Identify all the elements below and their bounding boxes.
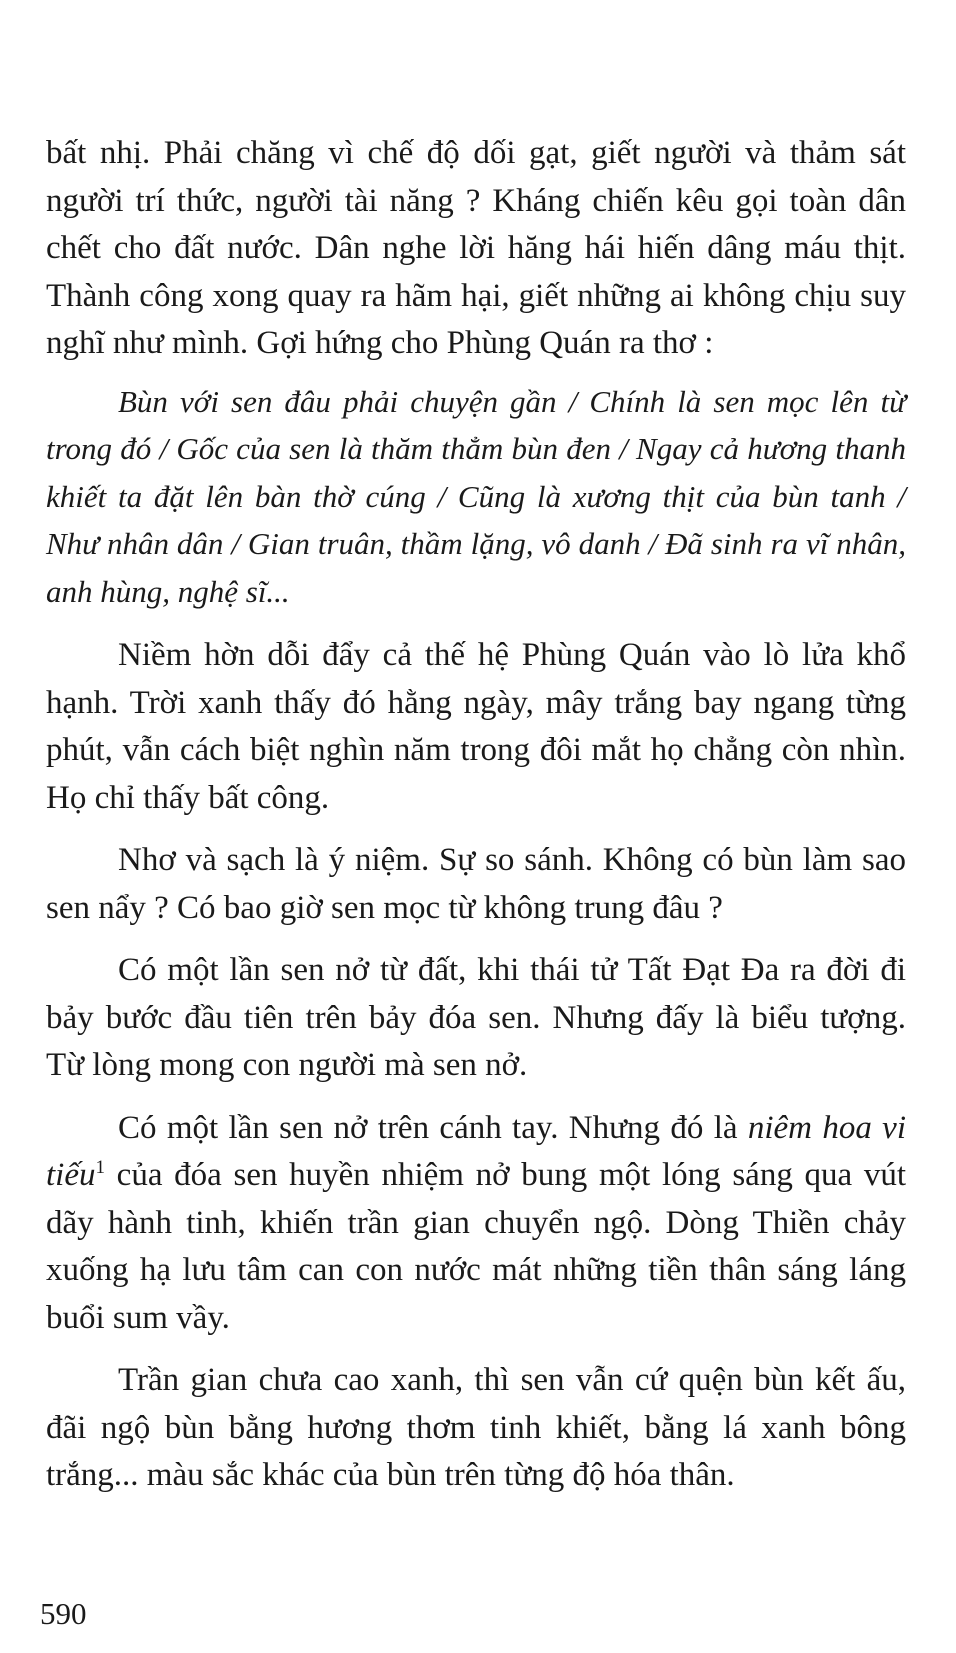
paragraph-5 xyxy=(46,1105,906,1343)
page-body xyxy=(46,130,906,1500)
paragraph-1: bất nhị. Phải chăng vì chế độ dối gạt, giết người và thảm sát người trí thức, người tài năng ? Kháng chiến kêu gọi toàn dân chết cho đất nước. Dân nghe lời hăng hái hiến dâng máu thịt. Thành công xong quay ra hãm hại, giết những ai không chịu suy nghĩ như mình. Gợi hứng cho Phùng Quán ra thơ : xyxy=(46,135,906,361)
paragraph-6: Trần gian chưa cao xanh, thì sen vẫn cứ quện bùn kết ấu, đãi ngộ bùn bằng hương thơm tinh khiết, bằng lá xanh bông trắng... màu sắc khác của bùn trên từng độ hóa thân. xyxy=(46,1362,906,1493)
poem-quote: Bùn với sen đâu phải chuyện gần / Chính là sen mọc lên từ trong đó / Gốc của sen là thăm thẳm bùn đen / Ngay cả hương thanh khiết ta đặt lên bàn thờ cúng / Cũng là xương thịt của bùn tanh / Như nhân dân / Gian truân, thầm lặng, vô danh / Đã sinh ra vĩ nhân, anh hùng, nghệ sĩ... xyxy=(46,383,906,609)
paragraph-5-before: Có một lần sen nở trên cánh tay. Nhưng đó là xyxy=(118,1109,748,1146)
paragraph-3: Nhơ và sạch là ý niệm. Sự so sánh. Không có bùn làm sao sen nẩy ? Có bao giờ sen mọc từ không trung đâu ? xyxy=(46,842,906,926)
paragraph-4: Có một lần sen nở từ đất, khi thái tử Tất Đạt Đa ra đời đi bảy bước đầu tiên trên bảy đóa sen. Nhưng đấy là biểu tượng. Từ lòng mong con người mà sen nở. xyxy=(46,952,906,1083)
paragraph-5-italic-term: niêm hoa vi tiếu xyxy=(46,1109,906,1193)
paragraph-5-after: của đóa sen huyền nhiệm nở bung một lóng sáng qua vút dãy hành tinh, khiến trần gian chuyển ngộ. Dòng Thiền chảy xuống hạ lưu tâm can con nước mát những tiền thân sáng láng buổi sum vầy. xyxy=(46,1157,906,1336)
paragraph-2: Niềm hờn dỗi đẩy cả thế hệ Phùng Quán vào lò lửa khổ hạnh. Trời xanh thấy đó hằng ngày, mây trắng bay ngang từng phút, vẫn cách biệt nghìn năm trong đôi mắt họ chẳng còn nhìn. Họ chỉ thấy bất công. xyxy=(46,637,906,816)
footnote-marker: 1 xyxy=(95,1157,105,1178)
page-number: 590 xyxy=(40,1596,87,1631)
